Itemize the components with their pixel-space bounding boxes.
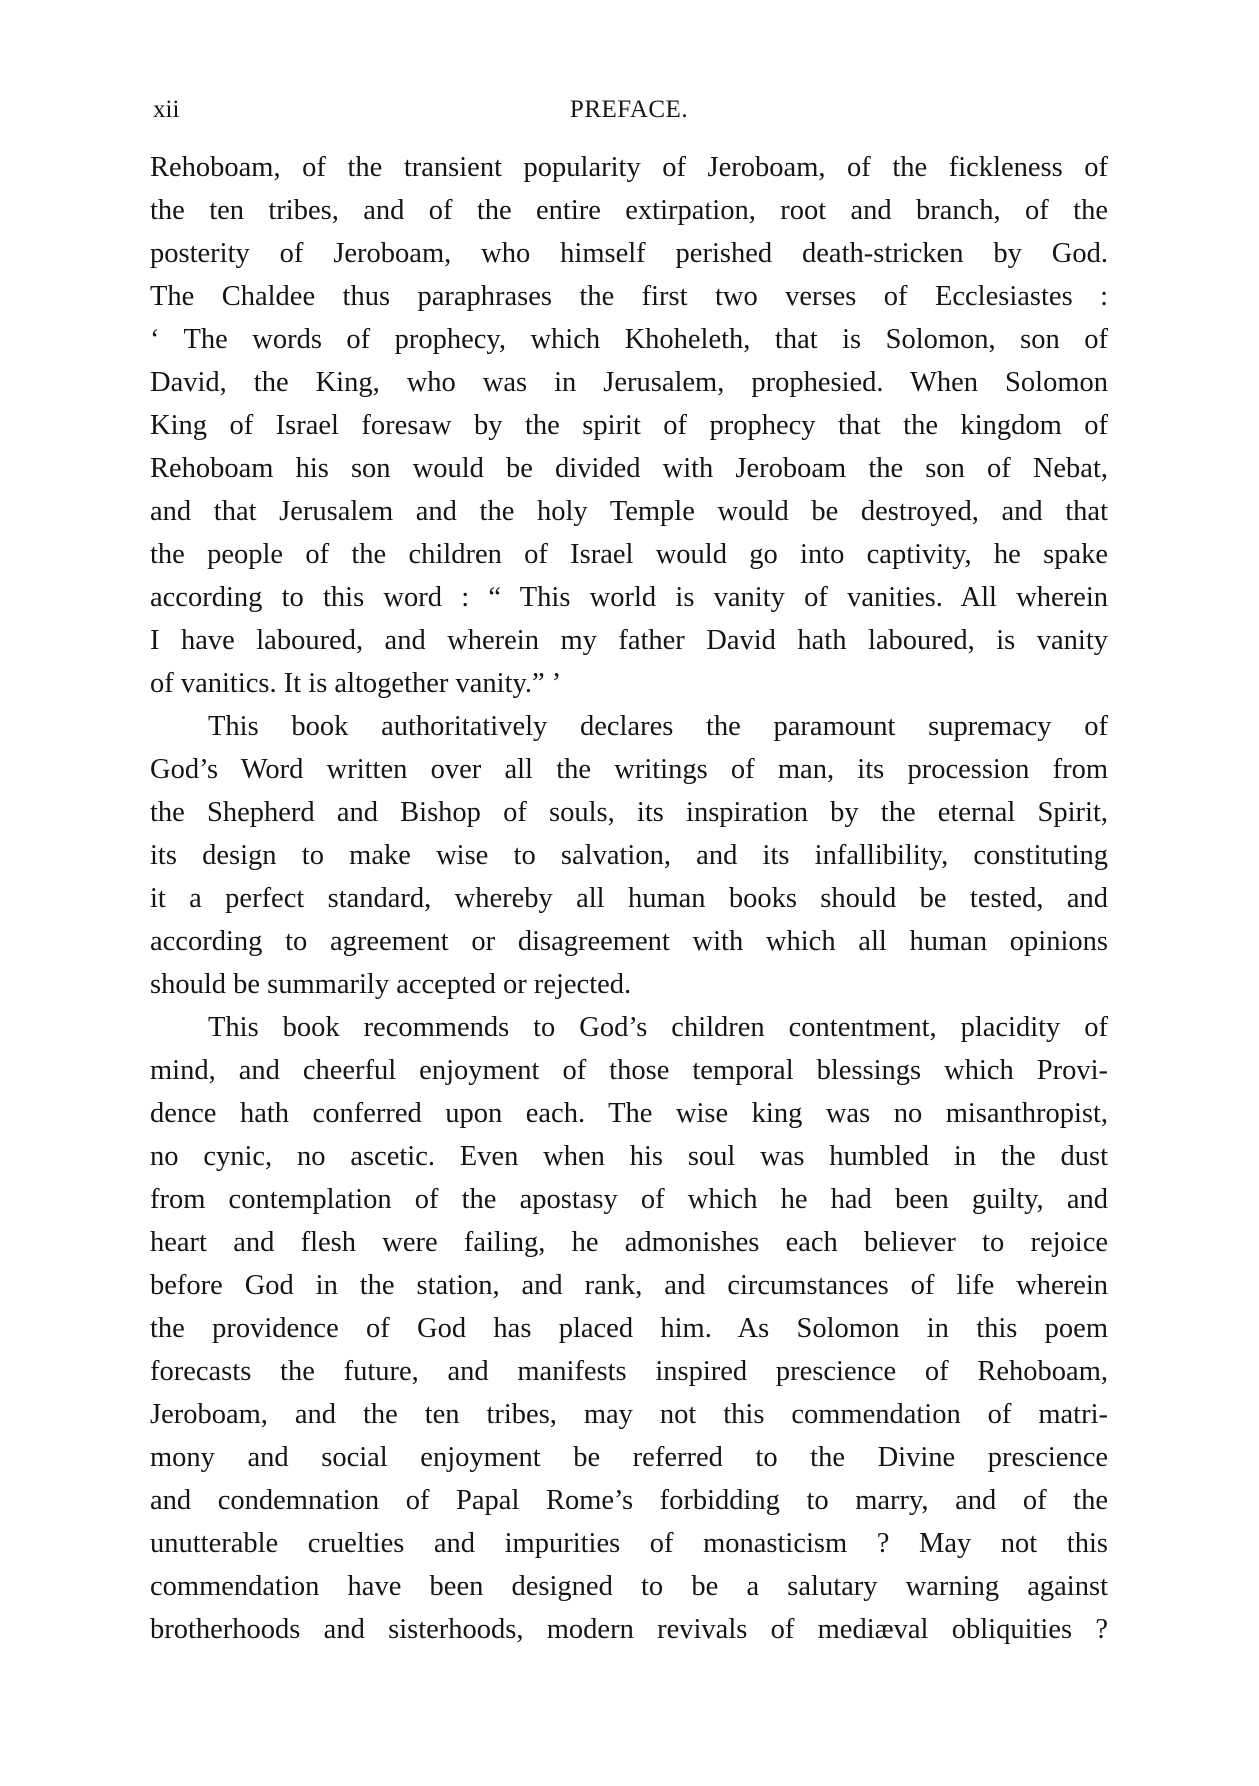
- text-line: dence hath conferred upon each. The wise king was no misanthropist,: [150, 1098, 1108, 1129]
- text-line: mony and social enjoyment be referred to the Divine prescience: [150, 1442, 1108, 1473]
- text-line: God’s Word written over all the writings of man, its procession from: [150, 754, 1108, 785]
- paragraph-1: [150, 146, 1108, 705]
- text-line: no cynic, no ascetic. Even when his soul was humbled in the dust: [150, 1141, 1108, 1172]
- text-line: its design to make wise to salvation, and its infallibility, constituting: [150, 840, 1108, 871]
- text-line: brotherhoods and sisterhoods, modern revivals of mediæval obliquities ?: [150, 1614, 1108, 1645]
- text-line: This book authoritatively declares the paramount supremacy of: [208, 711, 1108, 742]
- text-line: mind, and cheerful enjoyment of those temporal blessings which Provi-: [150, 1055, 1108, 1086]
- text-line: according to agreement or disagreement with which all human opinions: [150, 926, 1108, 957]
- text-line: and condemnation of Papal Rome’s forbidding to marry, and of the: [150, 1485, 1108, 1516]
- paragraph-3: [150, 1006, 1108, 1651]
- text-line: the providence of God has placed him. As Solomon in this poem: [150, 1313, 1108, 1344]
- text-line: Jeroboam, and the ten tribes, may not this commendation of matri-: [150, 1399, 1108, 1430]
- text-line: King of Israel foresaw by the spirit of prophecy that the kingdom of: [150, 410, 1108, 441]
- text-line: Rehoboam, of the transient popularity of Jeroboam, of the fickleness of: [150, 152, 1108, 183]
- chapter-title: PREFACE.: [569, 96, 689, 123]
- text-line: and that Jerusalem and the holy Temple would be destroyed, and that: [150, 496, 1108, 527]
- text-line: before God in the station, and rank, and circumstances of life wherein: [150, 1270, 1108, 1301]
- text-line: the Shepherd and Bishop of souls, its inspiration by the eternal Spirit,: [150, 797, 1108, 828]
- text-line: commendation have been designed to be a salutary warning against: [150, 1571, 1108, 1602]
- text-line: Rehoboam his son would be divided with Jeroboam the son of Nebat,: [150, 453, 1108, 484]
- text-line: posterity of Jeroboam, who himself perished death-stricken by God.: [150, 238, 1108, 269]
- text-line: unutterable cruelties and impurities of monasticism ? May not this: [150, 1528, 1108, 1559]
- text-line: from contemplation of the apostasy of which he had been guilty, and: [150, 1184, 1108, 1215]
- text-line: of vanitics. It is altogether vanity.” ’: [150, 668, 562, 699]
- text-line: David, the King, who was in Jerusalem, prophesied. When Solomon: [150, 367, 1108, 398]
- page-number: xii: [153, 96, 180, 123]
- text-line: the people of the children of Israel would go into captivity, he spake: [150, 539, 1108, 570]
- text-line: This book recommends to God’s children contentment, placidity of: [208, 1012, 1108, 1043]
- text-line: The Chaldee thus paraphrases the first two verses of Ecclesiastes :: [150, 281, 1108, 312]
- body-text: [150, 146, 1108, 1651]
- text-line: heart and flesh were failing, he admonishes each believer to rejoice: [150, 1227, 1108, 1258]
- running-head: [150, 92, 1108, 128]
- text-line: should be summarily accepted or rejected.: [150, 969, 632, 1000]
- text-line: it a perfect standard, whereby all human books should be tested, and: [150, 883, 1108, 914]
- text-line: ‘ The words of prophecy, which Khoheleth, that is Solomon, son of: [150, 324, 1108, 355]
- text-line: forecasts the future, and manifests inspired prescience of Rehoboam,: [150, 1356, 1108, 1387]
- text-line: the ten tribes, and of the entire extirpation, root and branch, of the: [150, 195, 1108, 226]
- text-line: I have laboured, and wherein my father David hath laboured, is vanity: [150, 625, 1108, 656]
- text-line: according to this word : “ This world is vanity of vanities. All wherein: [150, 582, 1108, 613]
- paragraph-2: [150, 705, 1108, 1006]
